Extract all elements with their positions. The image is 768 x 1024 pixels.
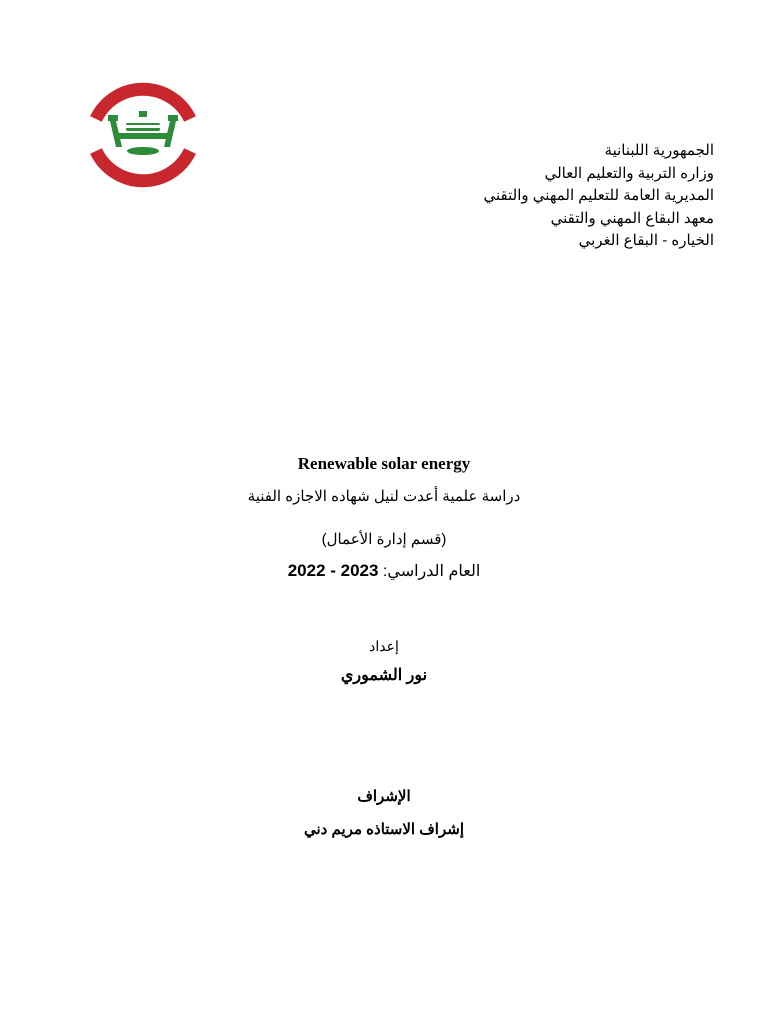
- academic-year: [0, 561, 768, 581]
- department-label: (قسم إدارة الأعمال): [321, 531, 447, 548]
- ministry-emblem-icon: [86, 77, 200, 195]
- academic-year-label: العام الدراسي:: [382, 563, 481, 580]
- ministry-logo: [86, 77, 200, 195]
- header-line-republic: الجمهورية اللبنانية: [604, 142, 714, 159]
- academic-year-value: 2022 - 2023: [287, 561, 379, 580]
- header-line-institute: معهد البقاع المهني والتقني: [550, 209, 714, 227]
- document-subtitle: دراسة علمية أعدت لنيل شهاده الاجازه الفنية: [247, 488, 521, 505]
- header-line-location: الخياره - البقاع الغربي: [578, 232, 714, 249]
- supervision-label: الإشراف: [357, 788, 411, 805]
- logo-ring-bottom: [96, 151, 190, 181]
- header-line-directorate: المديرية العامة للتعليم المهني والتقني: [483, 187, 714, 204]
- prepared-by-label: إعداد: [369, 638, 399, 654]
- supervisor-name: إشراف الاستاذه مريم دني: [304, 821, 464, 838]
- header-line-ministry: وزاره التربية والتعليم العالي: [544, 164, 714, 182]
- author-name: نور الشموري: [340, 667, 428, 684]
- logo-emblem: [108, 111, 178, 155]
- document-title: Renewable solar energy: [297, 454, 471, 473]
- institution-header: [374, 140, 714, 253]
